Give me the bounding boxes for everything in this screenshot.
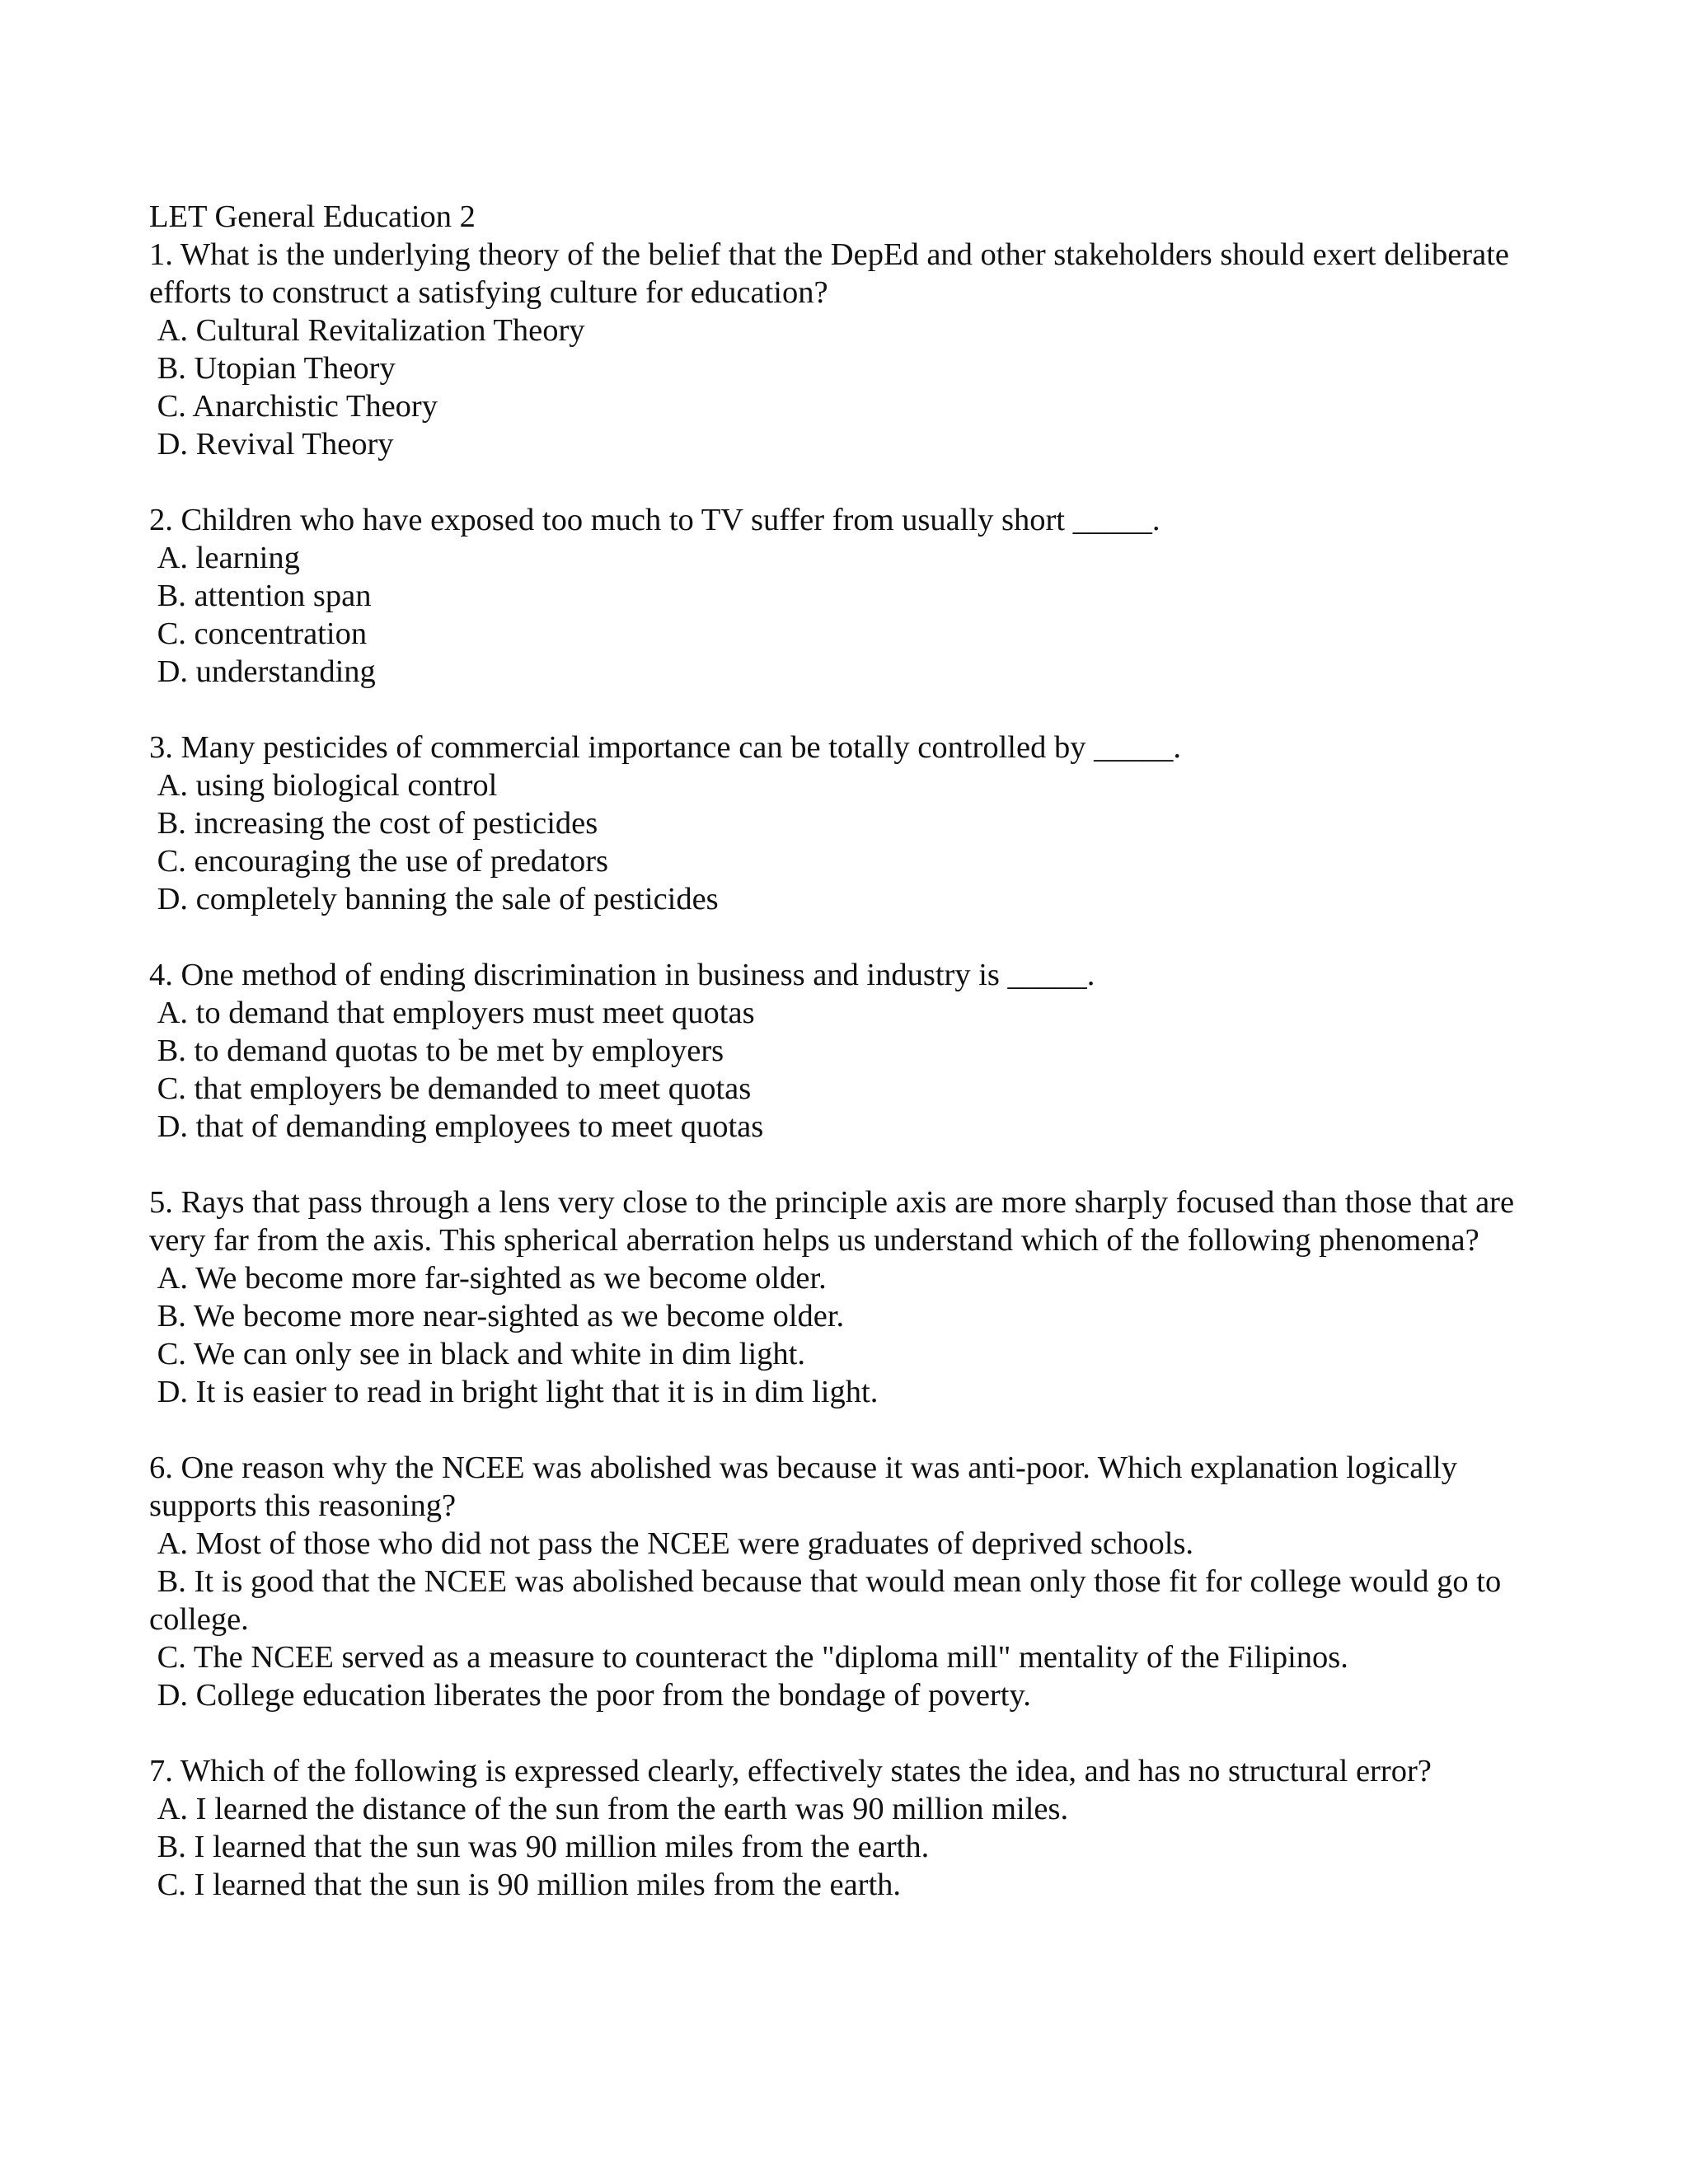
question-2 — [149, 501, 1550, 691]
answer-option-c: C. I learned that the sun is 90 million miles from the earth. — [149, 1868, 902, 1902]
document-page — [149, 198, 1550, 1942]
question-5 — [149, 1183, 1550, 1411]
answer-option-b: B. to demand quotas to be met by employers — [149, 1033, 724, 1068]
answer-option-d: D. Revival Theory — [149, 427, 394, 462]
answer-options — [149, 994, 1550, 1146]
answer-option-d: D. that of demanding employees to meet quotas — [149, 1109, 764, 1144]
answer-options — [149, 539, 1550, 691]
question-1 — [149, 236, 1550, 463]
answer-option-a: A. learning — [149, 541, 300, 575]
answer-options — [149, 766, 1550, 918]
question-4 — [149, 956, 1550, 1146]
question-text: 2. Children who have exposed too much to TV suffer from usually short _____. — [149, 503, 1160, 537]
answer-option-a: A. Most of those who did not pass the NCEE were graduates of deprived schools. — [149, 1526, 1194, 1561]
answer-options — [149, 1259, 1550, 1411]
answer-option-b: B. We become more near-sighted as we become older. — [149, 1299, 845, 1333]
answer-options — [149, 1790, 1550, 1904]
answer-option-a: A. using biological control — [149, 768, 498, 803]
answer-option-d: D. It is easier to read in bright light that it is in dim light. — [149, 1375, 879, 1409]
answer-option-b: B. I learned that the sun was 90 million miles from the earth. — [149, 1830, 930, 1864]
answer-option-c: C. Anarchistic Theory — [149, 389, 438, 424]
question-text: 1. What is the underlying theory of the belief that the DepEd and other stakeholders should exert deliberate efforts to construct a satisfying culture for education? — [149, 237, 1517, 310]
answer-option-b: B. attention span — [149, 579, 372, 613]
answer-option-c: C. The NCEE served as a measure to counteract the "diploma mill" mentality of the Filipinos. — [149, 1640, 1348, 1675]
question-list — [149, 236, 1550, 1904]
answer-option-a: A. to demand that employers must meet quotas — [149, 996, 755, 1030]
answer-option-a: A. We become more far-sighted as we become older. — [149, 1261, 827, 1296]
question-text: 6. One reason why the NCEE was abolished was because it was anti-poor. Which explanation logically supports this reasoning? — [149, 1451, 1465, 1523]
answer-option-d: D. understanding — [149, 654, 376, 689]
question-6 — [149, 1449, 1550, 1714]
answer-option-a: A. Cultural Revitalization Theory — [149, 313, 585, 348]
answer-option-d: D. College education liberates the poor from the bondage of poverty. — [149, 1678, 1031, 1713]
answer-options — [149, 312, 1550, 463]
question-7 — [149, 1752, 1550, 1904]
answer-options — [149, 1525, 1550, 1714]
answer-option-b: B. It is good that the NCEE was abolished because that would mean only those fit for college would go to college. — [149, 1564, 1509, 1637]
question-text: 7. Which of the following is expressed clearly, effectively states the idea, and has no structural error? — [149, 1754, 1432, 1788]
document-title: LET General Education 2 — [149, 199, 476, 234]
answer-option-c: C. encouraging the use of predators — [149, 844, 609, 879]
question-text: 4. One method of ending discrimination in business and industry is _____. — [149, 958, 1095, 992]
answer-option-b: B. increasing the cost of pesticides — [149, 806, 598, 841]
answer-option-a: A. I learned the distance of the sun from the earth was 90 million miles. — [149, 1792, 1069, 1826]
answer-option-b: B. Utopian Theory — [149, 351, 396, 386]
answer-option-c: C. concentration — [149, 616, 368, 651]
answer-option-c: C. that employers be demanded to meet quotas — [149, 1071, 752, 1106]
question-3 — [149, 729, 1550, 918]
answer-option-d: D. completely banning the sale of pesticides — [149, 882, 719, 916]
question-text: 3. Many pesticides of commercial importance can be totally controlled by _____. — [149, 730, 1181, 765]
answer-option-c: C. We can only see in black and white in dim light. — [149, 1337, 805, 1371]
question-text: 5. Rays that pass through a lens very close to the principle axis are more sharply focused than those that are very far from the axis. This spherical aberration helps us understand which of the following phenomena? — [149, 1185, 1522, 1258]
